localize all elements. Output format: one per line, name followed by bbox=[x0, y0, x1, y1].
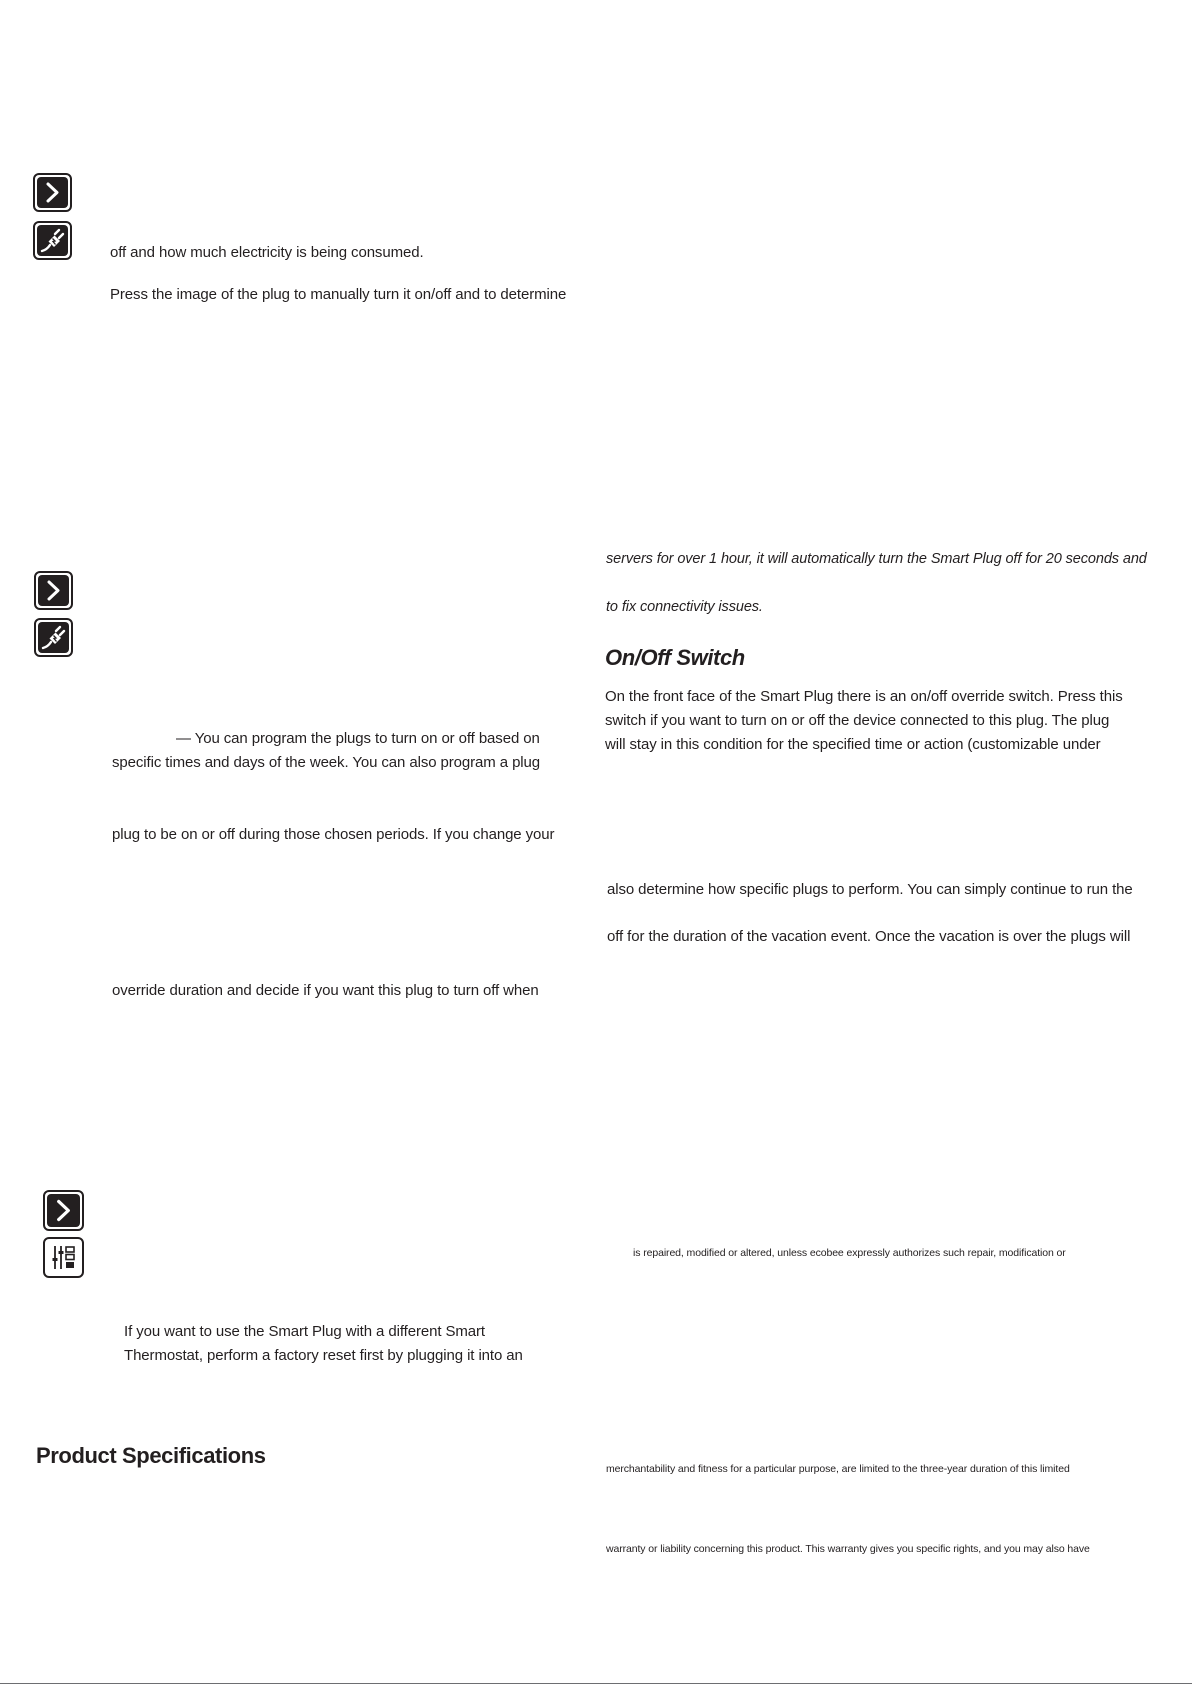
warranty-line: is repaired, modified or altered, unless ecobee expressly authorizes such repair, modification or bbox=[633, 1247, 1066, 1259]
sliders-icon bbox=[43, 1237, 84, 1278]
chevron-right-icon bbox=[33, 173, 72, 212]
page-bottom-rule bbox=[0, 1683, 1192, 1684]
on-off-switch-heading: On/Off Switch bbox=[605, 645, 745, 670]
switch-line: will stay in this condition for the specified time or action (customizable under bbox=[605, 736, 1101, 753]
warranty-line: warranty or liability concerning this product. This warranty gives you specific rights, and you may also have bbox=[606, 1543, 1090, 1555]
schedule-line: specific times and days of the week. You can also program a plug bbox=[112, 754, 541, 771]
plug-icon bbox=[34, 618, 73, 657]
reset-line: Thermostat, perform a factory reset first by plugging it into an bbox=[124, 1347, 523, 1364]
plug-info-line: Press the image of the plug to manually turn it on/off and to determine bbox=[110, 286, 567, 303]
reset-line: If you want to use the Smart Plug with a different Smart bbox=[124, 1323, 485, 1340]
warranty-line: merchantability and fitness for a particular purpose, are limited to the three-year duration of this limited bbox=[606, 1463, 1070, 1475]
product-specifications-heading: Product Specifications bbox=[36, 1443, 266, 1468]
vacation-line: off for the duration of the vacation event. Once the vacation is over the plugs will bbox=[607, 928, 1131, 945]
vacation-line: also determine how specific plugs to perform. You can simply continue to run the bbox=[607, 881, 1133, 898]
plug-info-line: off and how much electricity is being consumed. bbox=[110, 244, 424, 261]
schedule-line: plug to be on or off during those chosen periods. If you change your bbox=[112, 826, 555, 843]
override-line: override duration and decide if you want this plug to turn off when bbox=[112, 982, 539, 999]
plug-icon bbox=[33, 221, 72, 260]
schedule-line: — You can program the plugs to turn on or off based on bbox=[176, 730, 540, 747]
chevron-right-icon bbox=[43, 1190, 84, 1231]
connectivity-line: servers for over 1 hour, it will automatically turn the Smart Plug off for 20 seconds and bbox=[606, 551, 1147, 567]
switch-line: On the front face of the Smart Plug there is an on/off override switch. Press this bbox=[605, 688, 1123, 705]
chevron-right-icon bbox=[34, 571, 73, 610]
connectivity-line: to fix connectivity issues. bbox=[606, 599, 763, 615]
switch-line: switch if you want to turn on or off the device connected to this plug. The plug bbox=[605, 712, 1110, 729]
